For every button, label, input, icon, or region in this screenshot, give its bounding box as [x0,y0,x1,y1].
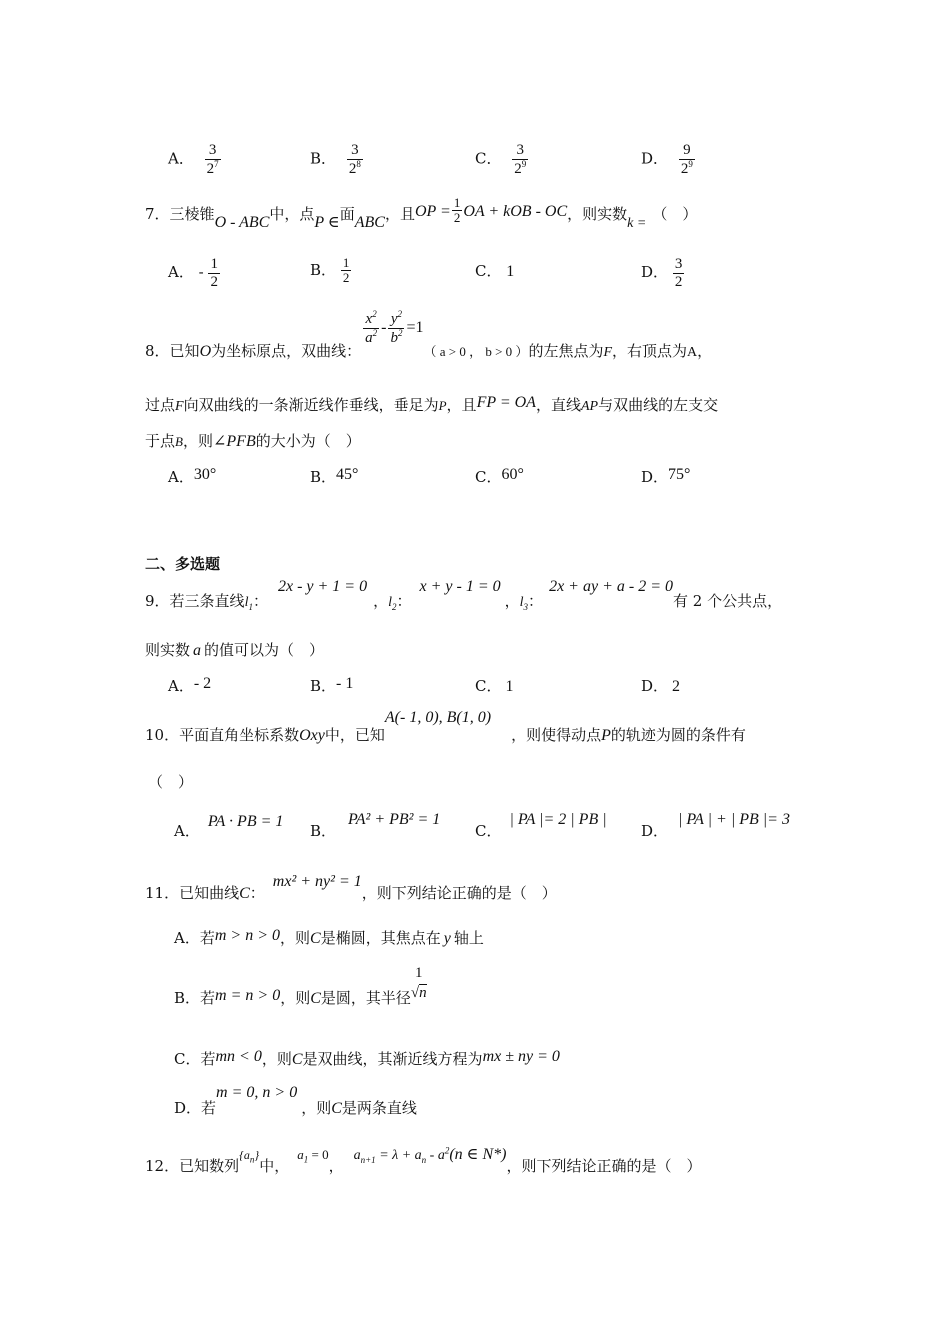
q8-b: b [390,329,398,346]
q10-points: A(- 1, 0), B(1, 0) [384,709,492,726]
q11-option-b[interactable]: B．若m = n > 0，则C是圆，其半径 1 √n [174,965,427,1007]
q12-stem: 12．已知数列$\{a_n\}$中，$a_1 = 0$，$a_{n+1} = \lambda + a_n - a^2(n$ ∈ N*)，则下列结论正确的是（ ） [145,1145,702,1175]
q10-stem-line-1 [145,708,746,744]
q12-rec-minus: - a [429,1148,445,1163]
q8-line2-text-4: ，直线 [535,396,581,414]
q11-option-c-math-3: mx ± ny = 0 [482,1048,560,1065]
q8-stem-line-1: 8．已知O为坐标原点，双曲线： $\frac{x^2}{a^2}$ - $\frac{y^2}{b^2}$ =1（ a > 0 ， b > 0 ）的左焦点为F，右顶点为A， [145,309,713,360]
q11-option-d-text-1: 若 [201,1099,217,1117]
q11-option-c-text-2: ，则 [261,1050,292,1068]
q12-a1: a [297,1147,304,1162]
q9-option-b[interactable] [310,677,353,696]
q8-line2-text-5: 与双曲线的左支交 [598,396,719,414]
q8-line2-math-4: AP [580,399,599,414]
q7-eq-half-num: 1 [453,195,461,210]
q9-option-d-label: D． [641,677,669,695]
q8-math-o: O [199,343,212,360]
q12-seq: a [243,1148,250,1162]
q11-text-1: 已知曲线 [179,884,240,902]
q6-option-c-exp: 9 [521,158,527,169]
q7-option-a[interactable] [168,256,220,290]
q8-option-d-label: D． [641,468,669,486]
q6-option-b-exp: 8 [356,158,361,169]
q10-option-c-label: C． [475,822,502,840]
q8-a: a [365,329,373,346]
q10-math-1: Oxy [299,727,325,744]
q9-number: 9． [145,592,170,610]
q7-option-b[interactable] [310,256,351,286]
q7-option-d-den: 2 [674,273,683,290]
q7-eq-left: OP = [414,202,451,220]
q8-option-b[interactable] [310,468,358,487]
q9-option-d-value: 2 [672,678,681,695]
q11-option-d-label: D． [174,1099,202,1117]
q7-option-b-den: 2 [342,270,350,286]
q11-option-c-label: C． [174,1050,201,1068]
q7-option-c-label: C． [475,262,502,280]
q8-line3-text-1: 于点 [145,432,176,450]
q9-line2-math: a [193,642,202,659]
q9-l1-sub: 1 [248,601,253,612]
q8-option-c[interactable] [475,468,524,487]
q9-l2-sub: 2 [392,601,397,612]
q8-option-d[interactable] [641,468,690,487]
q7-option-d-num: 3 [674,256,683,272]
q6-option-a-den: 2 [206,160,215,177]
q7-option-b-num: 1 [342,255,350,270]
q9-line2-tail: 的值可以为（ ） [204,641,325,659]
q10-text-1: 平面直角坐标系数 [179,726,300,744]
q11-option-b-text-3: 是圆，其半径 [320,989,411,1007]
q6-option-a-label: A． [168,149,194,168]
q12-seq-sub: n [249,1154,255,1165]
q8-line2-math-3: FP = OA [476,394,536,411]
q8-line2-text-3: ，且 [446,396,477,414]
q6-option-c-num: 3 [512,142,528,160]
q7-option-b-label: B． [310,260,337,279]
q9-stem-line-2 [145,641,324,660]
q9-eq-3: 2x + ay + a - 2 = 0 [549,578,673,595]
q12-rec-cond: (n ∈ N*) [449,1146,507,1163]
q11-option-a-math-1: m > n > 0 [214,927,281,944]
section-title-multiple-choice: 二、多选题 [145,555,221,573]
q7-option-c-value: 1 [506,263,515,280]
q12-text-1: 已知数列 [179,1157,240,1175]
q6-option-b-label: B． [310,149,337,168]
q10-option-a[interactable] [174,812,284,840]
q11-option-d-math-1: m = 0, n > 0 [216,1084,298,1101]
q11-option-b-radicand: n [419,985,427,1002]
q11-option-a-math-2: C [310,930,321,947]
q8-eq-tail: =1 [406,319,424,336]
q6-option-d[interactable] [641,142,695,177]
q8-x: x [365,311,373,327]
q8-line3-math-2: ∠PFB [212,433,256,450]
q8-option-d-value: 75° [668,466,691,483]
q8-option-a-label: A． [168,468,194,486]
q6-option-b[interactable] [310,142,363,177]
q10-math-2: P [601,727,611,744]
q11-option-a-label: A． [174,929,200,947]
q10-option-d-label: D． [641,822,669,840]
q7-math-3: ABC [354,213,385,231]
q9-sep-2: ， [504,592,520,610]
q8-stem-line-2 [145,396,718,416]
q7-text-4: ，且 [384,204,415,223]
q6-option-b-den: 2 [348,160,357,177]
q8-number: 8． [145,342,170,360]
q10-option-a-label: A． [174,822,200,840]
q6-option-d-label: D． [641,149,669,168]
q12-text-2: 中， [259,1157,290,1175]
q12-text-4: ，则下列结论正确的是（ ） [506,1157,702,1175]
q7-eq-half-den: 2 [453,210,461,226]
q10-text-4: 的轨迹为圆的条件有 [610,726,746,744]
q9-text-2: 有 2 个公共点， [672,592,783,610]
q6-option-a[interactable] [168,142,221,177]
q11-eq: mx² + ny² = 1 [272,873,362,890]
q11-option-c-math-2: C [291,1051,303,1068]
q7-text-1: 三棱锥 [169,204,215,223]
q8-text-5: ， [697,342,713,360]
q7-number: 7． [145,204,170,223]
q8-line2-text-1: 过点 [145,396,176,414]
q11-option-b-math-1: m = n > 0 [215,987,281,1004]
q9-colon-1: ： [252,592,268,610]
q12-text-3: ， [328,1157,344,1175]
q8-line3-math-1: B [175,434,183,449]
q7-text-2: 中，点 [269,204,315,223]
q7-option-a-sign: - [198,263,204,281]
q11-number: 11． [145,884,180,902]
q12-rec-sq: 2 [444,1145,450,1156]
q9-option-c-value: 1 [505,678,514,695]
q8-line3-text-2: ，则 [182,432,213,450]
q7-option-a-num: 1 [210,256,218,272]
q12-rec-sub: n+1 [360,1154,376,1165]
q10-stem-line-2: （ ） [148,773,194,791]
q10-option-b[interactable] [310,810,441,840]
q10-option-a-value: PA · PB = 1 [207,813,284,830]
q10-option-c[interactable] [475,810,607,840]
q9-option-b-value: - 1 [336,675,354,692]
q8-option-a[interactable] [168,468,216,487]
q8-text-3: 的左焦点为 [528,342,604,360]
q9-eq-2: x + y - 1 = 0 [419,578,501,595]
q11-stem [145,872,557,902]
q8-line2-math-2: P [438,398,447,413]
q11-option-d-text-3: 是两条直线 [341,1099,417,1117]
q7-stem [145,195,698,231]
q8-line2-text-2: 向双曲线的一条渐近线作垂线，垂足为 [183,396,439,414]
q9-option-a[interactable] [168,677,211,696]
q10-text-3: ，则使得动点 [511,726,602,744]
q11-option-d-math-2: C [331,1100,342,1117]
q11-text-3: ，则下列结论正确的是（ ） [361,884,557,902]
q6-option-c-den: 2 [514,160,522,177]
q12-rec: a [353,1148,361,1163]
q9-option-c[interactable] [475,677,513,696]
q11-text-2: ： [249,884,265,902]
q9-option-a-value: - 2 [193,675,212,692]
q11-option-b-text-1: 若 [200,989,216,1007]
q11-math-1: C [239,885,250,902]
q11-option-a-text-3: 是椭圆，其焦点在 [320,929,441,947]
q11-option-b-label: B． [174,989,201,1007]
q8-text-4: ，右顶点为 [612,342,688,360]
q11-option-c-text-3: 是双曲线，其渐近线方程为 [302,1050,483,1068]
q8-line2-math-1: F [175,399,184,414]
q6-option-d-num: 9 [679,142,695,160]
q7-text-5: ，则实数 [567,204,628,223]
q9-option-b-label: B． [310,677,337,695]
q6-option-d-den: 2 [680,160,689,177]
q11-option-d-text-2: ，则 [301,1099,332,1117]
q11-option-a-text-2: ，则 [280,929,311,947]
q9-option-a-label: A． [168,677,194,695]
q9-eq-1: 2x - y + 1 = 0 [277,578,368,595]
q7-text-3: 面 [339,204,355,223]
q8-option-b-value: 45° [336,466,359,483]
q9-l1: l [244,595,249,610]
q12-rec-body: = λ + a [379,1148,422,1163]
q8-y: y [390,311,398,327]
q12-a1-sub: 1 [303,1154,309,1165]
q7-eq-right: OA + kOB - OC [463,202,568,220]
q11-option-b-text-2: ，则 [280,989,311,1007]
q6-option-a-num: 3 [205,142,221,160]
q8-text-1: 已知 [169,342,200,360]
q9-l3-sub: 3 [523,601,529,612]
q8-option-a-value: 30° [193,466,217,483]
q11-option-b-num: 1 [415,965,423,981]
q7-option-c[interactable] [475,262,514,281]
q10-option-d-value: | PA | + | PB |= 3 [678,811,790,828]
q6-option-a-exp: 7 [214,158,219,169]
q7-math-2: P ∈ [314,213,340,231]
q10-number: 10． [145,726,180,744]
q10-option-b-value: PA² + PB² = 1 [348,811,441,828]
q11-option-a-math-3: y [443,930,451,947]
q8-option-c-label: C． [475,468,502,486]
q12-rec-n: n [421,1154,427,1165]
q8-text-2: 为坐标原点，双曲线： [211,342,362,360]
q7-text-6: （ ） [652,204,698,223]
q9-sep-1: ， [373,592,389,610]
q8-math-f: F [603,345,613,360]
q6-option-d-exp: 9 [688,158,693,169]
q11-option-a-text-4: 轴上 [453,929,484,947]
q9-option-c-label: C． [475,677,502,695]
q9-line2-text: 则实数 [145,641,191,659]
q8-math-a: A [687,345,698,360]
q9-colon-2: ： [396,592,412,610]
q9-l3: l [519,595,524,610]
q8-condition: （ a > 0 ， b > 0 ） [423,344,529,359]
q11-option-c-math-1: mn < 0 [215,1048,262,1065]
q9-text-1: 若三条直线 [169,592,245,610]
q10-option-c-value: | PA |= 2 | PB | [509,811,607,828]
q7-option-d-label: D． [641,263,669,281]
q11-option-c[interactable] [174,1050,560,1069]
q9-l2: l [388,595,392,610]
q9-stem-line-1 [145,577,783,612]
q7-option-a-den: 2 [210,273,218,290]
q10-text-2: 中，已知 [324,726,385,744]
q8-line3-text-3: 的大小为（ ） [255,432,361,450]
q11-option-a[interactable] [174,929,484,948]
q7-math-1: O - ABC [214,213,270,231]
q6-option-c[interactable] [475,142,528,177]
q11-option-d[interactable] [174,1083,417,1117]
q10-option-b-label: B． [310,822,337,840]
q7-option-d[interactable] [641,256,684,290]
q7-option-a-label: A． [168,263,194,281]
q12-a1-eq: = 0 [311,1147,329,1162]
q8-option-c-value: 60° [501,466,524,483]
q11-option-c-text-1: 若 [200,1050,216,1068]
q11-option-b-math-2: C [310,990,321,1007]
q8-option-b-label: B． [310,468,337,486]
q8-stem-line-3 [145,432,361,451]
q9-colon-3: ： [528,592,544,610]
q9-option-d[interactable] [641,677,680,696]
q6-option-c-label: C． [475,149,502,168]
q10-option-d[interactable] [641,810,790,840]
q11-option-a-text-1: 若 [199,929,215,947]
q6-option-b-num: 3 [347,142,363,160]
q7-math-4: k = [627,215,647,231]
q12-number: 12． [145,1157,180,1175]
